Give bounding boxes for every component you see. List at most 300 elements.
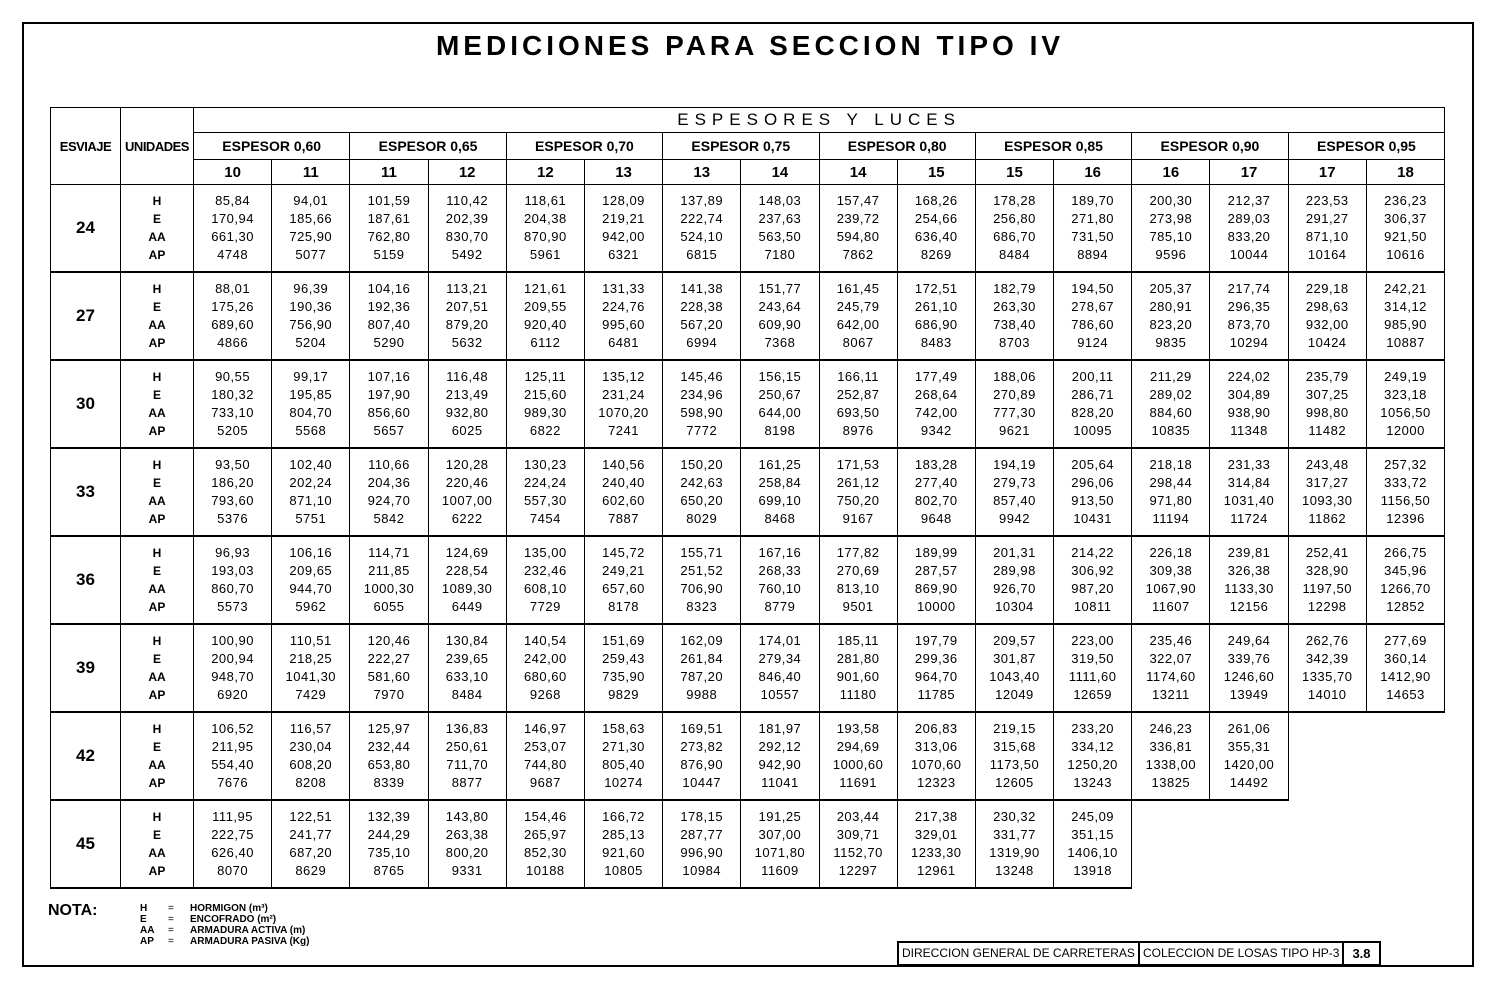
table-cell <box>350 448 428 536</box>
cell-value: 5962 <box>295 599 327 614</box>
cell-value: 223,00 <box>1071 633 1115 648</box>
cell-value: 202,39 <box>445 211 489 226</box>
unit-label: AA <box>148 582 166 596</box>
table-cell <box>1132 712 1210 800</box>
cell-value: 805,40 <box>602 757 645 772</box>
cell-value: 9331 <box>451 863 483 878</box>
cell-value: 118,61 <box>524 193 567 208</box>
luz-header: 15 <box>975 160 1053 185</box>
cell-value: 317,27 <box>1305 475 1349 490</box>
cell-value: 194,50 <box>1071 281 1115 296</box>
cell-value: 140,56 <box>602 457 645 472</box>
table-cell <box>194 536 272 624</box>
table-cell <box>819 712 897 800</box>
cell-value: 101,59 <box>367 193 411 208</box>
table-row <box>51 536 1445 624</box>
cell-value: 1043,40 <box>989 669 1040 684</box>
cell-value: 742,00 <box>914 405 958 420</box>
cell-value: 96,93 <box>215 545 251 560</box>
cell-value: 125,11 <box>524 369 567 384</box>
cell-value: 217,74 <box>1227 281 1271 296</box>
table-cell <box>897 185 975 273</box>
cell-value: 12605 <box>995 775 1034 790</box>
cell-value: 7368 <box>764 335 796 350</box>
cell-value: 218,18 <box>1149 457 1193 472</box>
cell-value: 876,90 <box>680 757 724 772</box>
cell-value: 8029 <box>686 511 718 526</box>
luz-header: 15 <box>897 160 975 185</box>
unit-label: H <box>152 458 162 472</box>
table-cell <box>1288 185 1366 273</box>
unit-label: AP <box>148 688 166 702</box>
cell-value: 6321 <box>608 247 639 262</box>
cell-value: 155,71 <box>680 545 724 560</box>
unit-label: E <box>152 828 161 842</box>
cell-value: 5492 <box>451 247 483 262</box>
cell-value: 241,77 <box>289 827 333 842</box>
note-desc: ENCOFRADO (m²) <box>190 914 277 925</box>
cell-value: 245,09 <box>1071 809 1115 824</box>
esviaje-value: 39 <box>51 624 121 712</box>
cell-value: 787,20 <box>680 669 724 684</box>
cell-value: 342,39 <box>1305 651 1349 666</box>
cell-value: 124,69 <box>445 545 489 560</box>
table-cell <box>272 624 350 712</box>
cell-value: 13918 <box>1073 863 1112 878</box>
cell-value: 252,41 <box>1305 545 1349 560</box>
cell-value: 243,64 <box>758 299 802 314</box>
cell-value: 230,04 <box>289 739 333 754</box>
cell-value: 10424 <box>1307 335 1347 350</box>
cell-value: 174,01 <box>758 633 802 648</box>
cell-value: 236,23 <box>1384 193 1427 208</box>
cell-value: 180,32 <box>211 387 254 402</box>
cell-value: 608,20 <box>289 757 333 772</box>
table-cell <box>663 536 741 624</box>
cell-value: 642,00 <box>836 317 880 332</box>
cell-value: 85,84 <box>215 193 251 208</box>
cell-value: 211,95 <box>211 739 254 754</box>
cell-value: 1156,50 <box>1380 493 1431 508</box>
cell-value: 291,27 <box>1305 211 1349 226</box>
table-cell <box>506 712 584 800</box>
table-cell <box>741 185 819 273</box>
cell-value: 261,12 <box>836 475 880 490</box>
table-cell <box>741 448 819 536</box>
cell-value: 5657 <box>373 423 405 438</box>
cell-value: 306,92 <box>1071 563 1115 578</box>
note-abbr: AP <box>140 936 154 947</box>
table-cell <box>350 624 428 712</box>
cell-value: 5204 <box>295 335 327 350</box>
table-cell <box>975 536 1053 624</box>
cell-value: 246,23 <box>1149 721 1193 736</box>
cell-value: 137,89 <box>680 193 724 208</box>
footer-direccion: DIRECCION GENERAL DE CARRETERAS <box>899 943 1140 964</box>
cell-value: 146,97 <box>523 721 567 736</box>
table-cell <box>584 272 662 360</box>
cell-value: 197,90 <box>367 387 411 402</box>
cell-value: 273,82 <box>680 739 724 754</box>
cell-value: 609,90 <box>758 317 802 332</box>
cell-value: 183,28 <box>914 457 958 472</box>
espesor-header: ESPESOR 0,90 <box>1132 133 1288 160</box>
cell-value: 11862 <box>1308 511 1347 526</box>
table-cell <box>1210 536 1288 624</box>
cell-value: 1338,00 <box>1145 757 1197 772</box>
cell-value: 1406,10 <box>1067 845 1118 860</box>
luz-header: 14 <box>741 160 819 185</box>
unidades-header: UNIDADES <box>121 108 194 185</box>
table-cell <box>194 800 272 888</box>
table-cell <box>1054 800 1132 888</box>
table-cell <box>1366 448 1444 536</box>
cell-value: 8976 <box>842 423 874 438</box>
cell-value: 156,15 <box>758 369 802 384</box>
cell-value: 209,65 <box>289 563 333 578</box>
cell-value: 322,07 <box>1149 651 1193 666</box>
cell-value: 151,77 <box>758 281 802 296</box>
unit-labels <box>121 712 194 800</box>
cell-value: 1174,60 <box>1146 669 1196 684</box>
cell-value: 7676 <box>217 775 249 790</box>
cell-value: 563,50 <box>758 229 802 244</box>
cell-value: 10294 <box>1229 335 1269 350</box>
cell-value: 1266,70 <box>1380 581 1431 596</box>
unit-label: E <box>152 652 161 666</box>
table-row <box>51 360 1445 448</box>
note-item <box>140 903 309 914</box>
unit-label: H <box>152 282 162 296</box>
table-cell <box>1366 624 1444 712</box>
unit-label: AA <box>148 494 166 508</box>
table-cell <box>819 185 897 273</box>
table-cell <box>428 712 506 800</box>
cell-value: 268,64 <box>914 387 958 402</box>
cell-value: 185,66 <box>289 211 333 226</box>
cell-value: 1067,90 <box>1145 581 1197 596</box>
cell-value: 735,10 <box>367 845 411 860</box>
table-cell <box>1054 536 1132 624</box>
cell-value: 6449 <box>451 599 483 614</box>
table-cell <box>194 712 272 800</box>
cell-value: 195,85 <box>289 387 333 402</box>
cell-value: 11785 <box>917 687 956 702</box>
cell-value: 226,18 <box>1149 545 1193 560</box>
cell-value: 7887 <box>608 511 639 526</box>
espesor-header: ESPESOR 0,75 <box>663 133 819 160</box>
cell-value: 287,57 <box>914 563 958 578</box>
cell-value: 204,38 <box>523 211 567 226</box>
cell-value: 204,36 <box>367 475 411 490</box>
table-cell <box>1054 624 1132 712</box>
cell-value: 314,84 <box>1227 475 1271 490</box>
cell-value: 360,14 <box>1384 651 1427 666</box>
table-cell <box>1132 360 1210 448</box>
note-desc: ARMADURA ACTIVA (m) <box>190 925 306 936</box>
cell-value: 8779 <box>764 599 796 614</box>
cell-value: 995,60 <box>602 317 645 332</box>
esviaje-value: 42 <box>51 712 121 800</box>
cell-value: 287,77 <box>680 827 724 842</box>
cell-value: 10044 <box>1229 247 1269 262</box>
table-cell <box>428 272 506 360</box>
cell-value: 987,20 <box>1071 581 1115 596</box>
cell-value: 256,80 <box>993 211 1036 226</box>
table-cell <box>975 185 1053 273</box>
table-row <box>51 448 1445 536</box>
table-cell <box>975 624 1053 712</box>
cell-value: 143,80 <box>445 809 489 824</box>
cell-value: 725,90 <box>289 229 333 244</box>
cell-value: 5568 <box>295 423 327 438</box>
unit-labels <box>121 448 194 536</box>
cell-value: 228,54 <box>445 563 489 578</box>
unit-labels <box>121 360 194 448</box>
note-eq: = <box>168 936 174 947</box>
cell-value: 733,10 <box>211 405 254 420</box>
cell-value: 151,69 <box>602 633 645 648</box>
luz-header: 14 <box>819 160 897 185</box>
cell-value: 104,16 <box>367 281 411 296</box>
unit-label: AA <box>148 230 166 244</box>
cell-value: 10188 <box>526 863 565 878</box>
cell-value: 261,10 <box>914 299 958 314</box>
cell-value: 12396 <box>1386 511 1425 526</box>
cell-value: 242,63 <box>680 475 724 490</box>
cell-value: 141,38 <box>680 281 724 296</box>
cell-value: 228,38 <box>680 299 724 314</box>
cell-value: 786,60 <box>1071 317 1115 332</box>
cell-value: 581,60 <box>367 669 411 684</box>
cell-value: 193,58 <box>836 721 880 736</box>
cell-value: 1420,00 <box>1223 757 1275 772</box>
cell-value: 5290 <box>373 335 405 350</box>
cell-value: 7862 <box>842 247 874 262</box>
measurements-table <box>50 107 1445 889</box>
cell-value: 567,20 <box>680 317 724 332</box>
cell-value: 328,90 <box>1305 563 1349 578</box>
cell-value: 738,40 <box>993 317 1036 332</box>
cell-value: 232,46 <box>523 563 567 578</box>
table-cell <box>975 360 1053 448</box>
cell-value: 14653 <box>1386 687 1425 702</box>
cell-value: 237,63 <box>758 211 802 226</box>
cell-value: 281,80 <box>836 651 880 666</box>
luz-header: 13 <box>584 160 662 185</box>
cell-value: 8483 <box>920 335 952 350</box>
cell-value: 735,90 <box>602 669 645 684</box>
table-cell <box>1054 712 1132 800</box>
luz-header: 12 <box>428 160 506 185</box>
cell-value: 314,12 <box>1384 299 1427 314</box>
cell-value: 8484 <box>451 687 483 702</box>
cell-value: 921,50 <box>1384 229 1427 244</box>
table-cell <box>506 624 584 712</box>
table-cell <box>506 360 584 448</box>
cell-value: 10835 <box>1151 423 1191 438</box>
cell-value: 13243 <box>1073 775 1112 790</box>
cell-value: 96,39 <box>293 281 329 296</box>
cell-value: 239,81 <box>1227 545 1271 560</box>
cell-value: 249,19 <box>1384 369 1427 384</box>
cell-value: 309,71 <box>836 827 880 842</box>
table-cell <box>506 448 584 536</box>
cell-value: 207,51 <box>445 299 489 314</box>
table-cell <box>428 624 506 712</box>
cell-value: 242,21 <box>1384 281 1427 296</box>
cell-value: 901,60 <box>836 669 880 684</box>
cell-value: 8894 <box>1077 247 1109 262</box>
cell-value: 6055 <box>373 599 405 614</box>
cell-value: 762,80 <box>367 229 411 244</box>
cell-value: 13248 <box>995 863 1034 878</box>
cell-value: 5961 <box>529 247 561 262</box>
cell-value: 8178 <box>608 599 639 614</box>
cell-value: 120,46 <box>367 633 411 648</box>
table-cell <box>741 536 819 624</box>
cell-value: 989,30 <box>523 405 567 420</box>
cell-value: 94,01 <box>293 193 329 208</box>
cell-value: 125,97 <box>367 721 411 736</box>
cell-value: 1000,60 <box>832 757 884 772</box>
cell-value: 212,37 <box>1227 193 1271 208</box>
note-desc: ARMADURA PASIVA (Kg) <box>190 936 310 947</box>
cell-value: 9124 <box>1077 335 1109 350</box>
table-cell <box>350 536 428 624</box>
cell-value: 711,70 <box>446 757 489 772</box>
cell-value: 197,79 <box>914 633 958 648</box>
table-cell <box>663 448 741 536</box>
cell-value: 13211 <box>1152 687 1190 702</box>
cell-value: 292,12 <box>758 739 802 754</box>
esviaje-value: 27 <box>51 272 121 360</box>
cell-value: 10431 <box>1073 511 1112 526</box>
luz-header: 11 <box>272 160 350 185</box>
espesor-header: ESPESOR 0,70 <box>506 133 662 160</box>
cell-value: 230,32 <box>993 809 1036 824</box>
cell-value: 932,00 <box>1305 317 1349 332</box>
cell-value: 10805 <box>604 863 643 878</box>
cell-value: 250,61 <box>445 739 489 754</box>
table-cell <box>1210 712 1288 800</box>
notes-legend <box>140 903 309 947</box>
cell-value: 135,12 <box>602 369 645 384</box>
cell-value: 1031,40 <box>1223 493 1275 508</box>
cell-value: 296,06 <box>1071 475 1115 490</box>
cell-value: 90,55 <box>215 369 251 384</box>
cell-value: 187,61 <box>367 211 411 226</box>
cell-value: 871,10 <box>289 493 333 508</box>
unit-label: AP <box>148 424 166 438</box>
cell-value: 870,90 <box>523 229 567 244</box>
cell-value: 222,27 <box>367 651 411 666</box>
cell-value: 148,03 <box>758 193 802 208</box>
table-cell <box>741 272 819 360</box>
table-cell <box>584 712 662 800</box>
table-cell <box>506 800 584 888</box>
cell-value: 107,16 <box>367 369 411 384</box>
cell-value: 7454 <box>529 511 561 526</box>
espesor-header: ESPESOR 0,60 <box>194 133 350 160</box>
cell-value: 7180 <box>764 247 796 262</box>
cell-value: 313,06 <box>914 739 958 754</box>
cell-value: 252,87 <box>836 387 880 402</box>
luz-header: 18 <box>1366 160 1444 185</box>
cell-value: 277,69 <box>1384 633 1427 648</box>
cell-value: 680,60 <box>523 669 567 684</box>
cell-value: 9835 <box>1155 335 1187 350</box>
cell-value: 306,37 <box>1384 211 1427 226</box>
cell-value: 1000,30 <box>363 581 415 596</box>
cell-value: 1319,90 <box>989 845 1040 860</box>
luz-header: 17 <box>1288 160 1366 185</box>
cell-value: 1071,80 <box>754 845 806 860</box>
cell-value: 245,79 <box>836 299 880 314</box>
cell-value: 1089,30 <box>441 581 493 596</box>
cell-value: 235,79 <box>1305 369 1349 384</box>
cell-value: 7729 <box>529 599 561 614</box>
cell-value: 5573 <box>217 599 249 614</box>
cell-value: 200,94 <box>211 651 254 666</box>
cell-value: 650,20 <box>680 493 724 508</box>
cell-value: 8208 <box>295 775 327 790</box>
cell-value: 948,70 <box>211 669 254 684</box>
table-cell <box>1288 536 1366 624</box>
unit-label: H <box>152 634 162 648</box>
table-cell <box>428 536 506 624</box>
cell-value: 777,30 <box>993 405 1036 420</box>
cell-value: 154,46 <box>523 809 567 824</box>
note-eq: = <box>168 903 174 914</box>
table-cell <box>663 185 741 273</box>
table-cell <box>584 624 662 712</box>
cell-value: 175,26 <box>211 299 254 314</box>
table-cell <box>1054 360 1132 448</box>
cell-value: 10557 <box>760 687 800 702</box>
cell-value: 944,70 <box>289 581 333 596</box>
cell-value: 11180 <box>839 687 877 702</box>
cell-value: 793,60 <box>211 493 254 508</box>
cell-value: 942,90 <box>758 757 802 772</box>
cell-value: 10095 <box>1073 423 1112 438</box>
cell-value: 800,20 <box>445 845 489 860</box>
cell-value: 319,50 <box>1071 651 1115 666</box>
table-cell <box>428 448 506 536</box>
cell-value: 169,51 <box>680 721 724 736</box>
cell-value: 331,77 <box>993 827 1036 842</box>
cell-value: 1041,30 <box>285 669 337 684</box>
unit-label: E <box>152 476 161 490</box>
cell-value: 135,00 <box>523 545 567 560</box>
cell-value: 5632 <box>451 335 483 350</box>
cell-value: 8269 <box>920 247 952 262</box>
cell-value: 9942 <box>999 511 1030 526</box>
esviaje-value: 36 <box>51 536 121 624</box>
cell-value: 215,60 <box>523 387 567 402</box>
cell-value: 636,40 <box>914 229 958 244</box>
cell-value: 7429 <box>295 687 327 702</box>
cell-value: 224,24 <box>523 475 567 490</box>
cell-value: 130,23 <box>523 457 567 472</box>
espesor-header: ESPESOR 0,95 <box>1288 133 1445 160</box>
cell-value: 249,64 <box>1227 633 1271 648</box>
cell-value: 8484 <box>999 247 1030 262</box>
cell-value: 689,60 <box>211 317 254 332</box>
cell-value: 110,66 <box>368 457 410 472</box>
cell-value: 9621 <box>999 423 1030 438</box>
cell-value: 12961 <box>916 863 956 878</box>
